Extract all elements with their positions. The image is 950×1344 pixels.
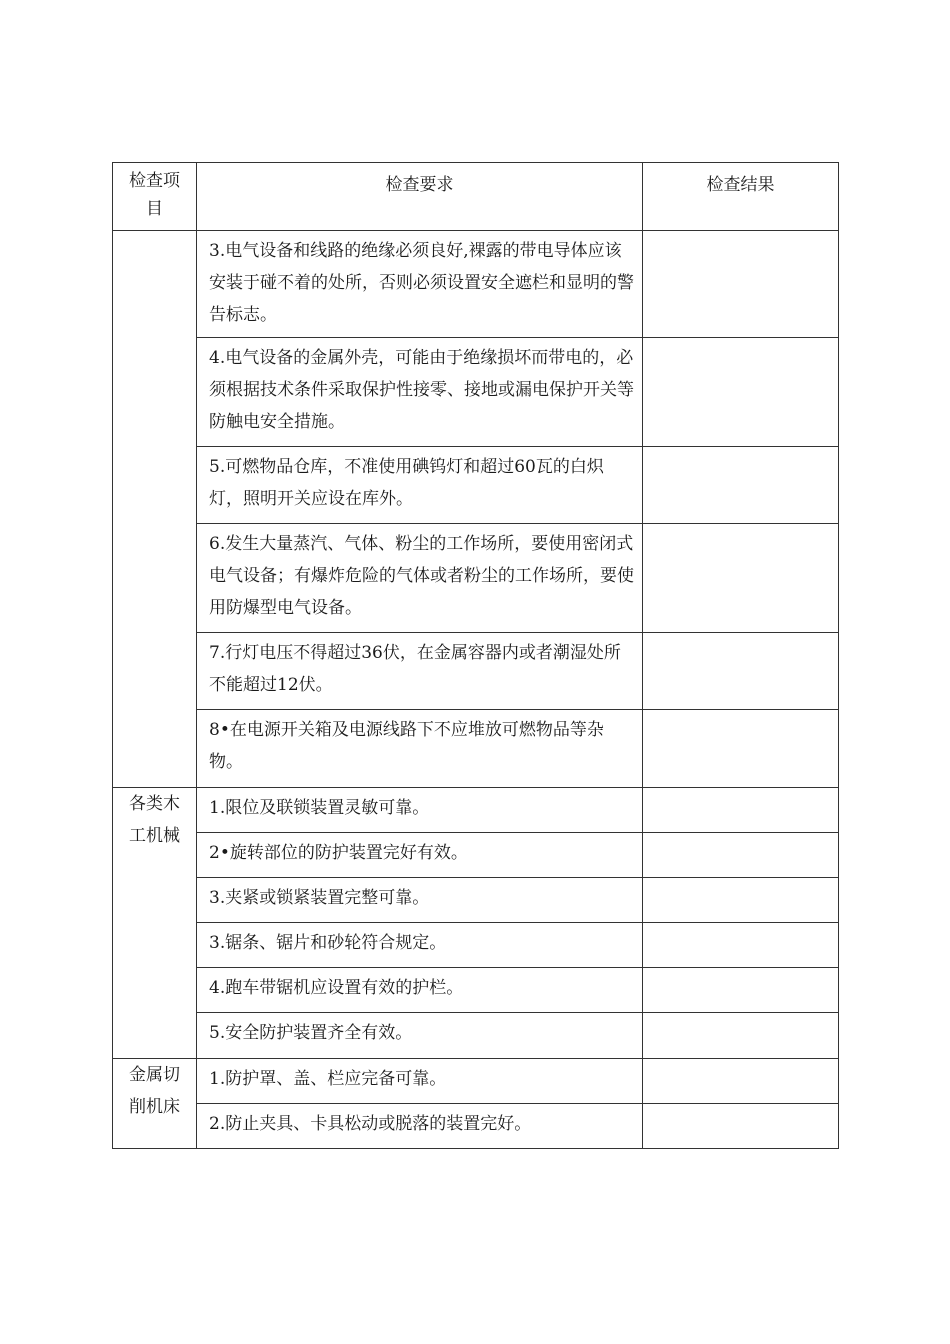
header-result: 检查结果 (643, 163, 839, 231)
requirement-cell: 3.夹紧或锁紧装置完整可靠。 (197, 878, 643, 923)
result-cell[interactable] (643, 788, 839, 833)
requirement-cell: 5.安全防护装置齐全有效。 (197, 1013, 643, 1059)
category-cell-metal-cutting: 金属切削机床 (113, 1059, 197, 1149)
table-row (113, 878, 839, 923)
table-row (113, 524, 839, 633)
table-row (113, 1013, 839, 1059)
result-cell[interactable] (643, 447, 839, 524)
result-cell[interactable] (643, 338, 839, 447)
category-cell-electrical (113, 231, 197, 788)
header-item: 检查项目 (113, 163, 197, 231)
requirement-cell: 1.防护罩、盖、栏应完备可靠。 (197, 1059, 643, 1104)
result-cell[interactable] (643, 1013, 839, 1059)
category-cell-woodworking: 各类木工机械 (113, 788, 197, 1059)
table-row (113, 968, 839, 1013)
requirement-cell: 2•旋转部位的防护装置完好有效。 (197, 833, 643, 878)
requirement-cell: 5.可燃物品仓库，不准使用碘钨灯和超过60瓦的白炽灯，照明开关应设在库外。 (197, 447, 643, 524)
table-row (113, 710, 839, 788)
requirement-cell: 7.行灯电压不得超过36伏，在金属容器内或者潮湿处所不能超过12伏。 (197, 633, 643, 710)
result-cell[interactable] (643, 524, 839, 633)
requirement-cell: 3.电气设备和线路的绝缘必须良好,裸露的带电导体应该安装于碰不着的处所，否则必须设置安全遮栏和显明的警告标志。 (197, 231, 643, 338)
table-row (113, 338, 839, 447)
requirement-cell: 1.限位及联锁装置灵敏可靠。 (197, 788, 643, 833)
requirement-cell: 6.发生大量蒸汽、气体、粉尘的工作场所，要使用密闭式电气设备；有爆炸危险的气体或者粉尘的工作场所，要使用防爆型电气设备。 (197, 524, 643, 633)
table-row (113, 1104, 839, 1149)
requirement-cell: 8•在电源开关箱及电源线路下不应堆放可燃物品等杂物。 (197, 710, 643, 788)
requirement-cell: 4.跑车带锯机应设置有效的护栏。 (197, 968, 643, 1013)
table-row (113, 633, 839, 710)
table-row (113, 1059, 839, 1104)
result-cell[interactable] (643, 1059, 839, 1104)
table-row (113, 231, 839, 338)
table-row (113, 923, 839, 968)
result-cell[interactable] (643, 833, 839, 878)
table-row (113, 833, 839, 878)
result-cell[interactable] (643, 923, 839, 968)
table-header-row (113, 163, 839, 231)
result-cell[interactable] (643, 878, 839, 923)
result-cell[interactable] (643, 968, 839, 1013)
result-cell[interactable] (643, 231, 839, 338)
header-requirement: 检查要求 (197, 163, 643, 231)
table-row (113, 788, 839, 833)
result-cell[interactable] (643, 633, 839, 710)
result-cell[interactable] (643, 710, 839, 788)
inspection-checklist-table (112, 162, 839, 1149)
requirement-cell: 4.电气设备的金属外壳，可能由于绝缘损坏而带电的，必须根据技术条件采取保护性接零、接地或漏电保护开关等防触电安全措施。 (197, 338, 643, 447)
table-row (113, 447, 839, 524)
result-cell[interactable] (643, 1104, 839, 1149)
requirement-cell: 3.锯条、锯片和砂轮符合规定。 (197, 923, 643, 968)
requirement-cell: 2.防止夹具、卡具松动或脱落的装置完好。 (197, 1104, 643, 1149)
